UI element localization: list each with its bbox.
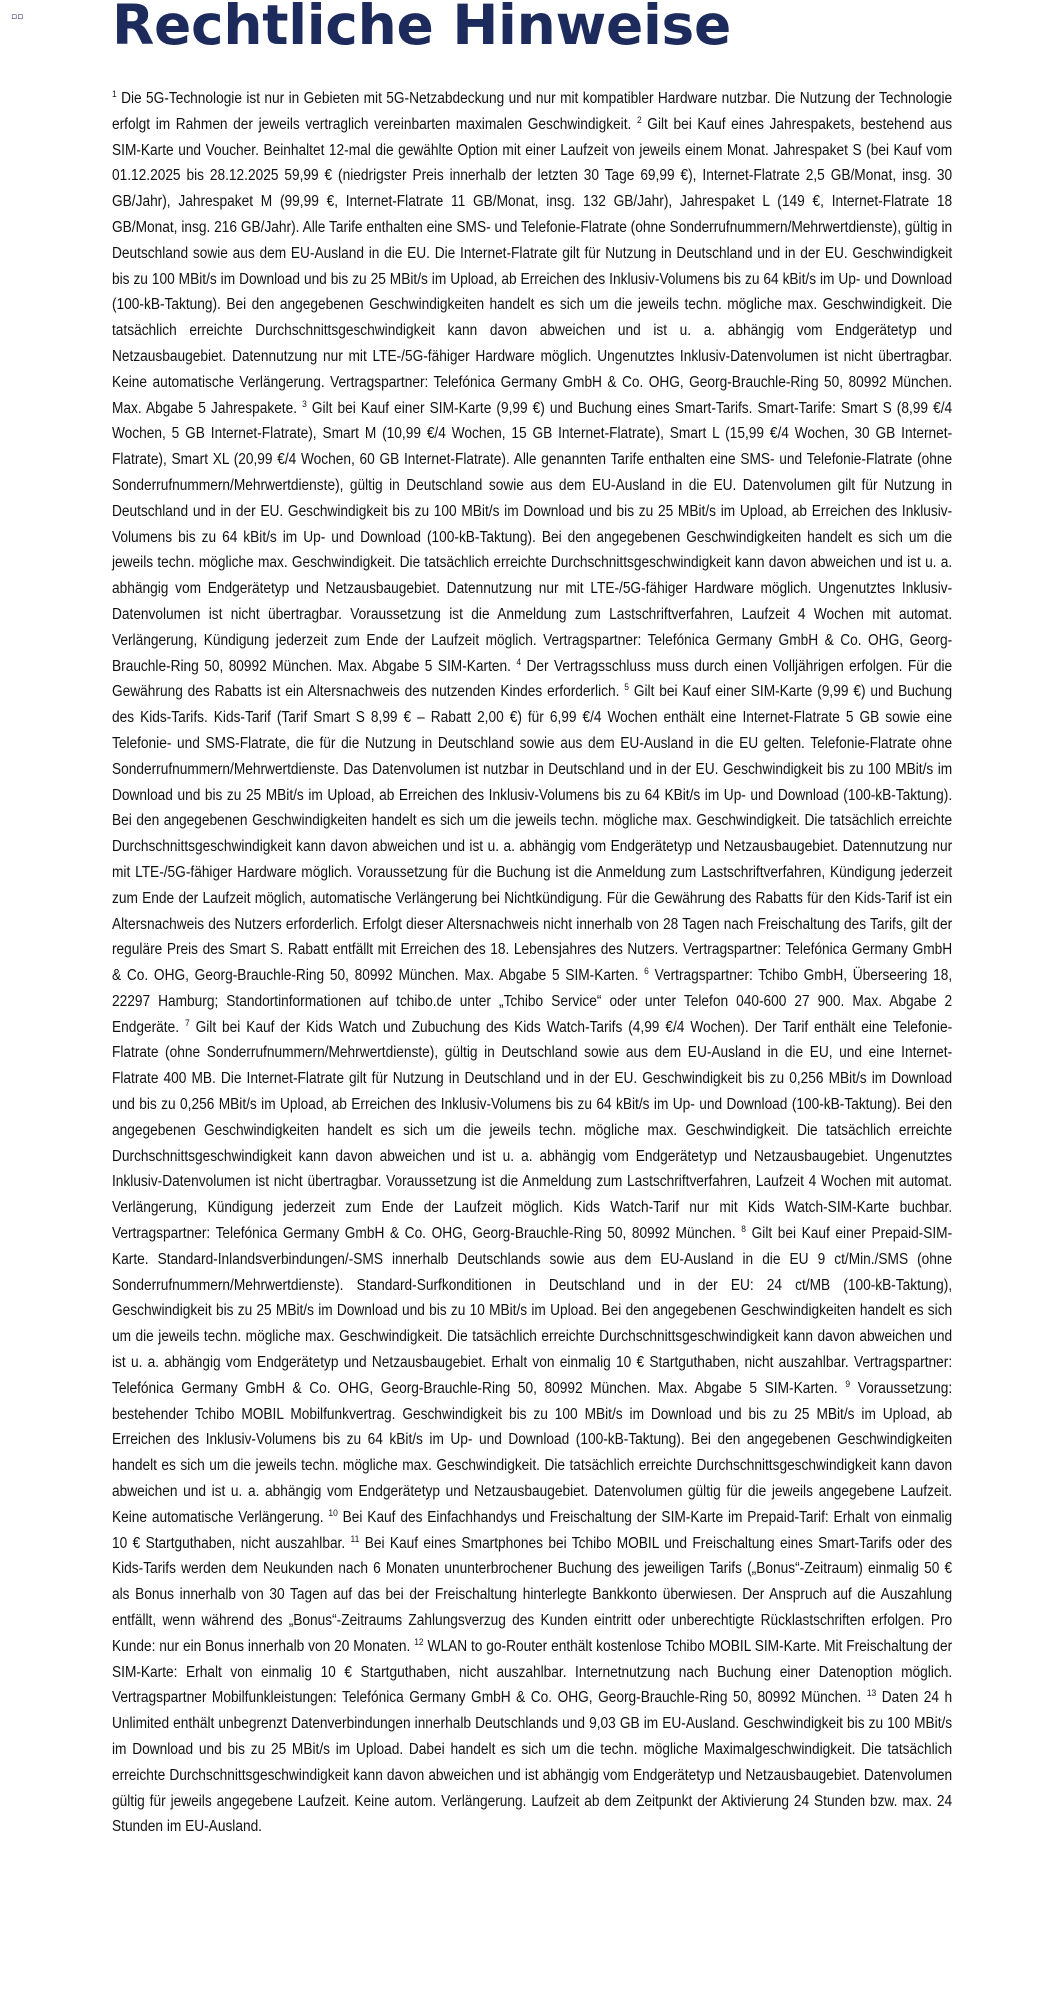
legal-notes-text (112, 86, 952, 1840)
footnote-number: 1 (112, 88, 117, 100)
corner-mark: ▫▫ (11, 12, 24, 22)
footnote-number: 11 (350, 1533, 360, 1545)
footnote-text: Gilt bei Kauf der Kids Watch und Zubuchung des Kids Watch-Tarifs (4,99 €/4 Wochen). Der Tarif enthält eine Telefonie-Flatrate (ohne Sonderrufnummern/Mehrwertdienste), gültig in Deutschland sowie aus dem EU-Ausland in die EU, und eine Internet-Flatrate 400 MB. Die Internet-Flatrate gilt für Nutzung in Deutschland und in der EU. Geschwindigkeit bis zu 0,256 MBit/s im Download und bis zu 0,256 MBit/s im Upload, ab Erreichen des Inklusiv-Volumens bis zu 64 kBit/s im Up- und Download (100-kB-Taktung). Bei den angegebenen Geschwindigkeiten handelt es sich um die jeweils techn. mögliche max. Geschwindigkeit. Die tatsächlich erreichte Durchschnittsgeschwindigkeit kann davon abweichen und ist u. a. abhängig vom Endgerätetyp und Netzausbaugebiet. Ungenutztes Inklusiv-Datenvolumen ist nicht übertragbar. Voraussetzung ist die Anmeldung zum Lastschriftverfahren, Laufzeit 4 Wochen mit automat. Verlängerung, Kündigung jederzeit zum Ende der Laufzeit möglich. Kids Watch-Tarif nur mit Kids Watch-SIM-Karte buchbar. Vertragspartner: Telefónica Germany GmbH & Co. OHG, Georg-Brauchle-Ring 50, 80992 München. (112, 1018, 953, 1243)
footnote-text: Bei Kauf eines Smartphones bei Tchibo MOBIL und Freischaltung eines Smart-Tarifs oder des Kids-Tarifs werden dem Neukunden nach 6 Monaten ununterbrochener Buchung des jeweiligen Tarifs („Bonus“-Zeitraum) einmalig 50 € als Bonus innerhalb von 30 Tagen auf das bei der Freischaltung hinterlegte Bankkonto überwiesen. Der Anspruch auf die Auszahlung entfällt, wenn während des „Bonus“-Zeitraums Zahlungsverzug des Kunden eintritt oder unberechtigte Rücklastschriften erfolgen. Pro Kunde: nur ein Bonus innerhalb von 20 Monaten. (112, 1534, 953, 1655)
footnote-number: 3 (302, 398, 307, 410)
footnote-text: Gilt bei Kauf einer SIM-Karte (9,99 €) und Buchung eines Smart-Tarifs. Smart-Tarife: Smart S (8,99 €/4 Wochen, 5 GB Internet-Flatrate), Smart M (10,99 €/4 Wochen, 15 GB Internet-Flatrate), Smart L (15,99 €/4 Wochen, 30 GB Internet-Flatrate), Smart XL (20,99 €/4 Wochen, 60 GB Internet-Flatrate). Alle genannten Tarife enthalten eine SMS- und Telefonie-Flatrate (ohne Sonderrufnummern/Mehrwertdienste), gültig in Deutschland sowie aus dem EU-Ausland in die EU. Datenvolumen gilt für Nutzung in Deutschland und in der EU. Geschwindigkeit bis zu 100 MBit/s im Download und bis zu 25 MBit/s im Upload, ab Erreichen des Inklusiv-Volumens bis zu 64 kBit/s im Up- und Download (100-kB-Taktung). Bei den angegebenen Geschwindigkeiten handelt es sich um die jeweils techn. mögliche max. Geschwindigkeit. Die tatsächlich erreichte Durchschnittsgeschwindigkeit kann davon abweichen und ist u. a. abhängig vom Endgerätetyp und Netzausbaugebiet. Datennutzung nur mit LTE-/5G-fähiger Hardware möglich. Ungenutztes Inklusiv-Datenvolumen ist nicht übertragbar. Voraussetzung ist die Anmeldung zum Lastschriftverfahren, Laufzeit 4 Wochen mit automat. Verlängerung, Kündigung jederzeit zum Ende der Laufzeit möglich. Vertragspartner: Telefónica Germany GmbH & Co. OHG, Georg-Brauchle-Ring 50, 80992 München. Max. Abgabe 5 SIM-Karten. (112, 399, 953, 675)
footnote-text: Vertragspartner: Tchibo GmbH, Überseering 18, 22297 Hamburg; Standortinformationen auf tchibo.de unter „Tchibo Service“ oder unter Telefon 040-600 27 900. Max. Abgabe 2 Endgeräte. (112, 967, 953, 1036)
footnote-text: Die 5G-Technologie ist nur in Gebieten mit 5G-Netzabdeckung und nur mit kompatibler Hardware nutzbar. Die Nutzung der Technologie erfolgt im Rahmen der jeweils vertraglich vereinbarten maximalen Geschwindigkeit. (112, 90, 953, 133)
footnote-number: 5 (624, 682, 629, 694)
footnote-text: Gilt bei Kauf eines Jahrespakets, bestehend aus SIM-Karte und Voucher. Beinhaltet 12-mal die gewählte Option mit einer Laufzeit von jeweils einem Monat. Jahrespaket S (bei Kauf vom 01.12.2025 bis 28.12.2025 59,99 € (niedrigster Preis innerhalb der letzten 30 Tage 69,99 €), Internet-Flatrate 2,5 GB/Monat, insg. 30 GB/Jahr), Jahrespaket M (99,99 €, Internet-Flatrate 11 GB/Monat, insg. 132 GB/Jahr), Jahrespaket L (149 €, Internet-Flatrate 18 GB/Monat, insg. 216 GB/Jahr). Alle Tarife enthalten eine SMS- und Telefonie-Flatrate (ohne Sonderrufnummern/Mehrwertdienste), gültig in Deutschland sowie aus dem EU-Ausland in die EU. Die Internet-Flatrate gilt für Nutzung in Deutschland und in der EU. Geschwindigkeit bis zu 100 MBit/s im Download und bis zu 25 MBit/s im Upload, ab Erreichen des Inklusiv-Volumens bis zu 64 kBit/s im Up- und Download (100-kB-Taktung). Bei den angegebenen Geschwindigkeiten handelt es sich um die jeweils techn. mögliche max. Geschwindigkeit. Die tatsächlich erreichte Durchschnittsgeschwindigkeit kann davon abweichen und ist u. a. abhängig vom Endgerätetyp und Netzausbaugebiet. Datennutzung nur mit LTE-/5G-fähiger Hardware möglich. Ungenutztes Inklusiv-Datenvolumen ist nicht übertragbar. Keine automatische Verlängerung. Vertragspartner: Telefónica Germany GmbH & Co. OHG, Georg-Brauchle-Ring 50, 80992 München. Max. Abgabe 5 Jahrespakete. (112, 115, 953, 417)
footnote-text: Bei Kauf des Einfachhandys und Freischaltung der SIM-Karte im Prepaid-Tarif: Erhalt von einmalig 10 € Startguthaben, nicht auszahlbar. (112, 1508, 953, 1552)
footnote-text: Der Vertragsschluss muss durch einen Volljährigen erfolgen. Für die Gewährung des Rabatts ist ein Altersnachweis des nutzenden Kindes erforderlich. (112, 657, 953, 701)
footnote-number: 4 (516, 656, 522, 668)
footnote-text: Voraussetzung: bestehender Tchibo MOBIL Mobilfunkvertrag. Geschwindigkeit bis zu 100 MBit/s im Download und bis zu 25 MBit/s im Upload, ab Erreichen des Inklusiv-Volumens bis zu 64 kBit/s im Up- und Download (100-kB-Taktung). Bei den angegebenen Geschwindigkeiten handelt es sich um die jeweils techn. mögliche max. Geschwindigkeit. Die tatsächlich erreichte Durchschnittsgeschwindigkeit kann davon abweichen und ist u. a. abhängig vom Endgerätetyp und Netzausbaugebiet. Datenvolumen gültig für die jeweils angegebene Laufzeit. Keine automatische Verlängerung. (112, 1379, 953, 1526)
footnote-text: Gilt bei Kauf einer Prepaid-SIM-Karte. Standard-Inlandsverbindungen/-SMS innerhalb Deutschlands sowie aus dem EU-Ausland in die EU 9 ct/Min./SMS (ohne Sonderrufnummern/Mehrwertdienste). Standard-Surfkonditionen in Deutschland und in der EU: 24 ct/MB (100-kB-Taktung), Geschwindigkeit bis zu 25 MBit/s im Download und bis zu 10 MBit/s im Upload. Bei den angegebenen Geschwindigkeiten handelt es sich um die jeweils techn. mögliche max. Geschwindigkeit. Die tatsächlich erreichte Durchschnittsgeschwindigkeit kann davon abweichen und ist u. a. abhängig vom Endgerätetyp und Netzausbaugebiet. Erhalt von einmalig 10 € Startguthaben, nicht auszahlbar. Vertragspartner: Telefónica Germany GmbH & Co. OHG, Georg-Brauchle-Ring 50, 80992 München. Max. Abgabe 5 SIM-Karten. (112, 1225, 953, 1397)
footnote-number: 13 (866, 1688, 877, 1700)
footnote-number: 7 (184, 1017, 190, 1029)
footnote-text: WLAN to go-Router enthält kostenlose Tchibo MOBIL SIM-Karte. Mit Freischaltung der SIM-Karte: Erhalt von einmalig 10 € Startguthaben, nicht auszahlbar. Internetnutzung nach Buchung einer Datenoption möglich. Vertragspartner Mobilfunkleistungen: Telefónica Germany GmbH & Co. OHG, Georg-Brauchle-Ring 50, 80992 München. (112, 1637, 953, 1707)
footnote-number: 12 (414, 1636, 424, 1648)
footnote-text: Daten 24 h Unlimited enthält unbegrenzt Datenverbindungen innerhalb Deutschlands und 9,03 GB im EU-Ausland. Geschwindigkeit bis zu 100 MBit/s im Download und bis zu 25 MBit/s im Upload. Dabei handelt es sich um die techn. mögliche Maximalgeschwindigkeit. Die tatsächlich erreichte Durchschnittsgeschwindigkeit kann davon abweichen und ist abhängig vom Endgerätetyp und Netzausbaugebiet. Datenvolumen gültig für jeweils angegebene Laufzeit. Keine autom. Verlängerung. Laufzeit ab dem Zeitpunkt der Aktivierung 24 Stunden bzw. max. 24 Stunden im EU-Ausland. (112, 1689, 953, 1836)
footnote-number: 10 (328, 1507, 338, 1519)
footnote-number: 6 (644, 965, 649, 977)
footnote-text: Gilt bei Kauf einer SIM-Karte (9,99 €) und Buchung des Kids-Tarifs. Kids-Tarif (Tarif Smart S 8,99 € – Rabatt 2,00 €) für 6,99 €/4 Wochen enthält eine Internet-Flatrate 5 GB sowie eine Telefonie- und SMS-Flatrate, die für die Nutzung in Deutschland sowie aus dem EU-Ausland in die EU gelten. Telefonie-Flatrate ohne Sonderrufnummern/Mehrwertdienste. Das Datenvolumen ist nutzbar in Deutschland und in der EU. Geschwindigkeit bis zu 100 MBit/s im Download und bis zu 25 MBit/s im Upload, ab Erreichen des Inklusiv-Volumens bis zu 64 KBit/s im Up- und Download (100-kB-Taktung). Bei den angegebenen Geschwindigkeiten handelt es sich um die jeweils techn. mögliche max. Geschwindigkeit. Die tatsächlich erreichte Durchschnittsgeschwindigkeit kann davon abweichen und ist u. a. abhängig vom Endgerätetyp und Netzausbaugebiet. Datennutzung nur mit LTE-/5G-fähiger Hardware möglich. Voraussetzung für die Buchung ist die Anmeldung zum Lastschriftverfahren, Kündigung jederzeit zum Ende der Laufzeit möglich, automatische Verlängerung bei Nichtkündigung. Für die Gewährung des Rabatts für den Kids-Tarif ist ein Altersnachweis des Nutzers erforderlich. Erfolgt dieser Altersnachweis nicht innerhalb von 28 Tagen nach Freischaltung des Tarifs, gilt der reguläre Preis des Smart S. Rabatt entfällt mit Erreichen des 18. Lebensjahres des Nutzers. Vertragspartner: Telefónica Germany GmbH & Co. OHG, Georg-Brauchle-Ring 50, 80992 München. Max. Abgabe 5 SIM-Karten. (112, 683, 953, 985)
footnote-number: 2 (636, 114, 642, 126)
footnote-number: 9 (845, 1378, 851, 1390)
footnote-number: 8 (741, 1223, 747, 1235)
page-title: Rechtliche Hinweise (112, 0, 731, 57)
